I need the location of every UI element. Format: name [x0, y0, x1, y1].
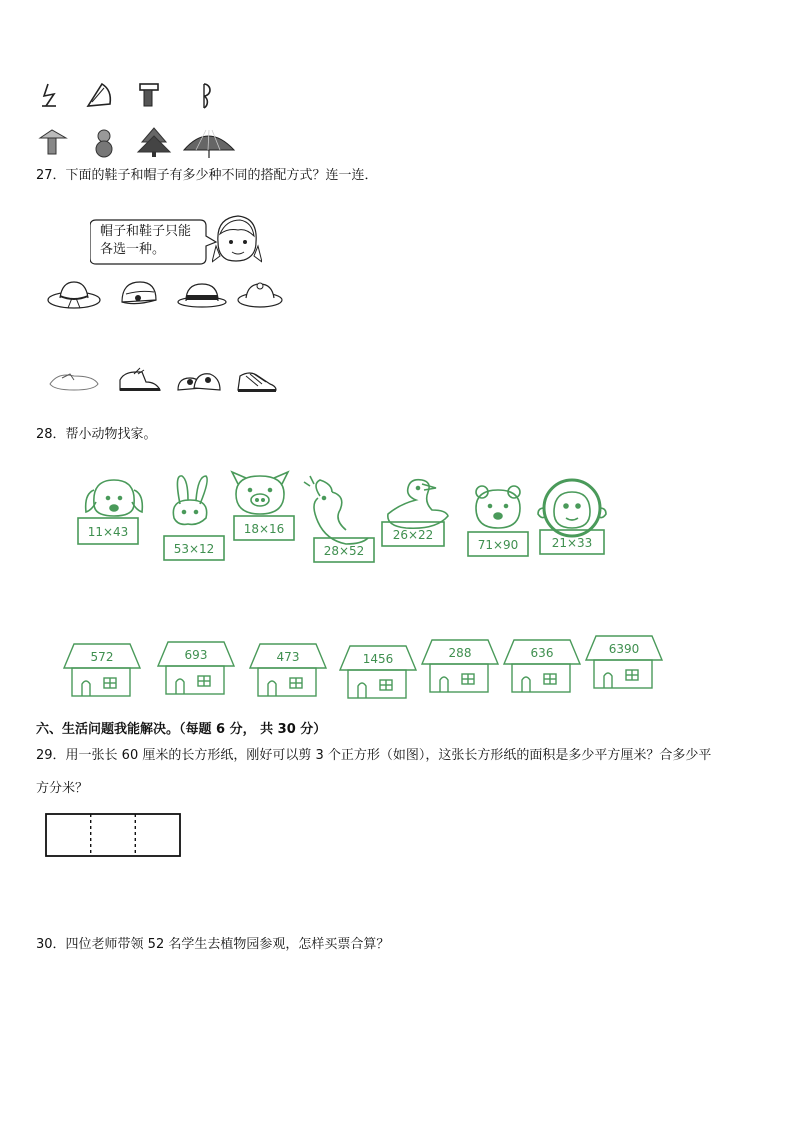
sneaker-icon[interactable] — [238, 373, 276, 392]
question-text: 帮小动物找家。 — [65, 427, 157, 442]
dog-expression: 11×43 — [87, 525, 129, 539]
question-number: 29． — [36, 748, 66, 763]
monkey-expression: 21×33 — [551, 536, 593, 550]
zigzag-piece-icon — [42, 84, 56, 106]
bear-expression: 71×90 — [477, 538, 519, 552]
rabbit-expression: 53×12 — [173, 542, 215, 556]
house-2-number: 693 — [184, 648, 208, 662]
house-1-number: 572 — [90, 650, 114, 664]
question-29-line-2: 方分米？ — [36, 781, 89, 796]
question-number: 28． — [36, 427, 66, 442]
boot-icon[interactable] — [120, 368, 160, 391]
shoes-pair-icon[interactable] — [178, 374, 220, 390]
sun-hat-icon[interactable] — [48, 282, 100, 308]
umbrella-icon — [184, 130, 234, 158]
question-text: 四位老师带领 52 名学生去植物园参观，怎样买票合算？ — [65, 937, 390, 952]
house-6-number: 636 — [530, 646, 554, 660]
shoes-row — [44, 362, 284, 396]
pig-expression: 18×16 — [243, 522, 285, 536]
section-6-title: 六、生活问题我能解决。（每题 6 分， 共 30 分） — [36, 722, 327, 737]
bear-icon — [476, 486, 520, 528]
question-27 — [36, 166, 378, 186]
fan-piece-icon — [88, 84, 110, 106]
speech-line-1: 帽子和鞋子只能 — [100, 224, 192, 239]
house-4-number: 1456 — [362, 652, 394, 666]
house-3-number: 473 — [276, 650, 300, 664]
snowman-icon — [96, 130, 112, 157]
question-30 — [36, 935, 389, 955]
hats-row — [44, 276, 284, 316]
fedora-icon[interactable] — [178, 284, 226, 307]
half-snowman-piece-icon — [204, 84, 210, 108]
girl-avatar — [212, 212, 262, 270]
bonnet-icon[interactable] — [238, 283, 282, 307]
question-28 — [36, 425, 157, 445]
shape-figures-row-2 — [36, 124, 276, 162]
dog-icon — [86, 480, 143, 516]
duck-icon — [388, 480, 448, 529]
t-block-piece-icon — [140, 84, 158, 106]
goat-expression: 28×52 — [323, 544, 365, 558]
question-number: 27． — [36, 168, 66, 183]
speech-line-2: 各选一种。 — [100, 242, 166, 257]
house-7-number: 6390 — [608, 642, 640, 656]
mushroom-house-icon — [40, 130, 66, 154]
house-5-number: 288 — [448, 646, 472, 660]
slipper-icon[interactable] — [50, 374, 98, 390]
question-text: 下面的鞋子和帽子有多少种不同的搭配方式？连一连． — [65, 168, 378, 183]
goat-icon — [304, 476, 368, 544]
monkey-icon — [538, 480, 606, 536]
speech-text — [100, 223, 191, 259]
question-number: 30． — [36, 937, 66, 952]
question-text-line-1: 用一张长 60 厘米的长方形纸，刚好可以剪 3 个正方形（如图），这张长方形纸的面积是多少平方厘米？合多少平 — [65, 748, 712, 763]
duck-expression: 26×22 — [392, 528, 434, 542]
rectangle-diagram — [44, 812, 184, 860]
rabbit-icon — [173, 476, 207, 525]
pig-icon — [232, 472, 288, 514]
animals-row — [70, 470, 630, 570]
houses-row — [60, 630, 670, 700]
shape-figures-row-1 — [36, 76, 226, 116]
cap-icon[interactable] — [122, 282, 156, 304]
tree-icon — [138, 128, 170, 157]
question-29 — [36, 746, 711, 766]
